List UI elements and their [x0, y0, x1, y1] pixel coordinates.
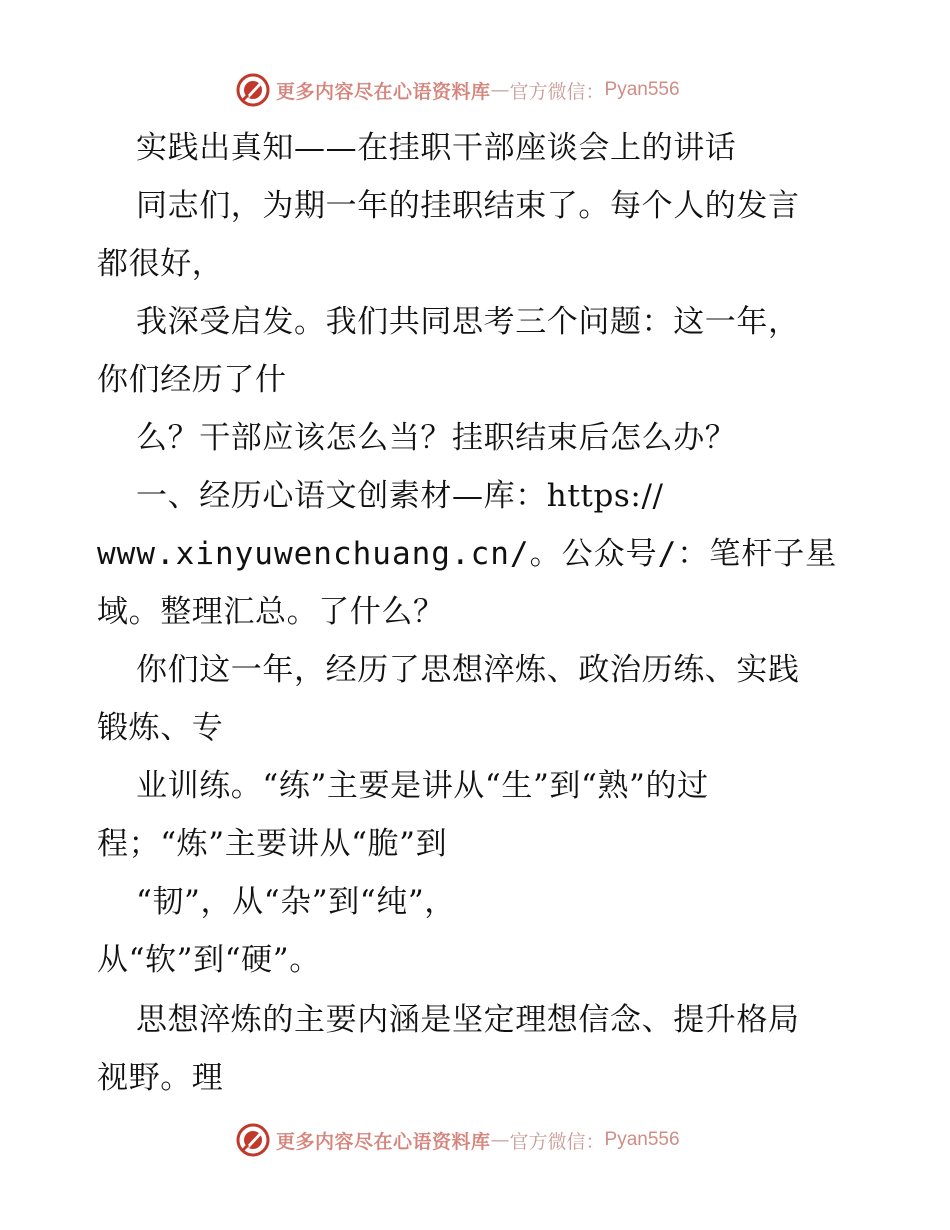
banner-main-text: 更多内容尽在心语资料库	[276, 80, 491, 103]
banner-dash: —	[490, 1129, 510, 1151]
banner-sub-text: 官方微信：	[509, 80, 605, 103]
paragraph-line: 视野。理	[97, 1060, 224, 1096]
banner-sub-text: 官方微信：	[509, 1130, 605, 1153]
paragraph-line: 业训练。“练”主要是讲从“生”到“熟”的过	[136, 768, 709, 804]
header-banner	[236, 70, 680, 110]
banner-main-text: 更多内容尽在心语资料库	[276, 1130, 491, 1153]
paragraph-line: 我深受启发。我们共同思考三个问题：这一年，	[136, 304, 800, 340]
paragraph-line: 程；“炼”主要讲从“脆”到	[97, 826, 448, 862]
paragraph-line: 你们这一年，经历了思想淬炼、政治历练、实践	[136, 652, 800, 688]
footer-banner	[236, 1120, 680, 1160]
document-title: 实践出真知——在挂职干部座谈会上的讲话	[136, 130, 737, 166]
banner-wechat-id: Pyan556	[604, 79, 680, 100]
paragraph-line: 锻炼、专	[97, 710, 224, 746]
paragraph-line: 思想淬炼的主要内涵是坚定理想信念、提升格局	[136, 1002, 800, 1038]
red-seal-logo-icon	[236, 73, 270, 107]
paragraph-line: 从“软”到“硬”。	[97, 942, 321, 978]
paragraph-line: 域。整理汇总。了什么？	[97, 594, 445, 630]
paragraph-line: 么？干部应该怎么当？挂职结束后怎么办？	[136, 420, 737, 456]
banner-wechat-id: Pyan556	[604, 1129, 680, 1150]
paragraph-line: www.xinyuwenchuang.cn/。公众号/：笔杆子星	[97, 536, 838, 572]
red-seal-logo-icon	[236, 1123, 270, 1157]
section-heading: 一、经历心语文创素材—库：https://	[136, 478, 664, 514]
banner-dash: —	[490, 79, 510, 101]
paragraph-line: “韧”，从“杂”到“纯”，	[136, 884, 456, 920]
paragraph-line: 同志们，为期一年的挂职结束了。每个人的发言	[136, 188, 800, 224]
paragraph-line: 都很好，	[97, 246, 224, 282]
paragraph-line: 你们经历了什	[97, 362, 287, 398]
